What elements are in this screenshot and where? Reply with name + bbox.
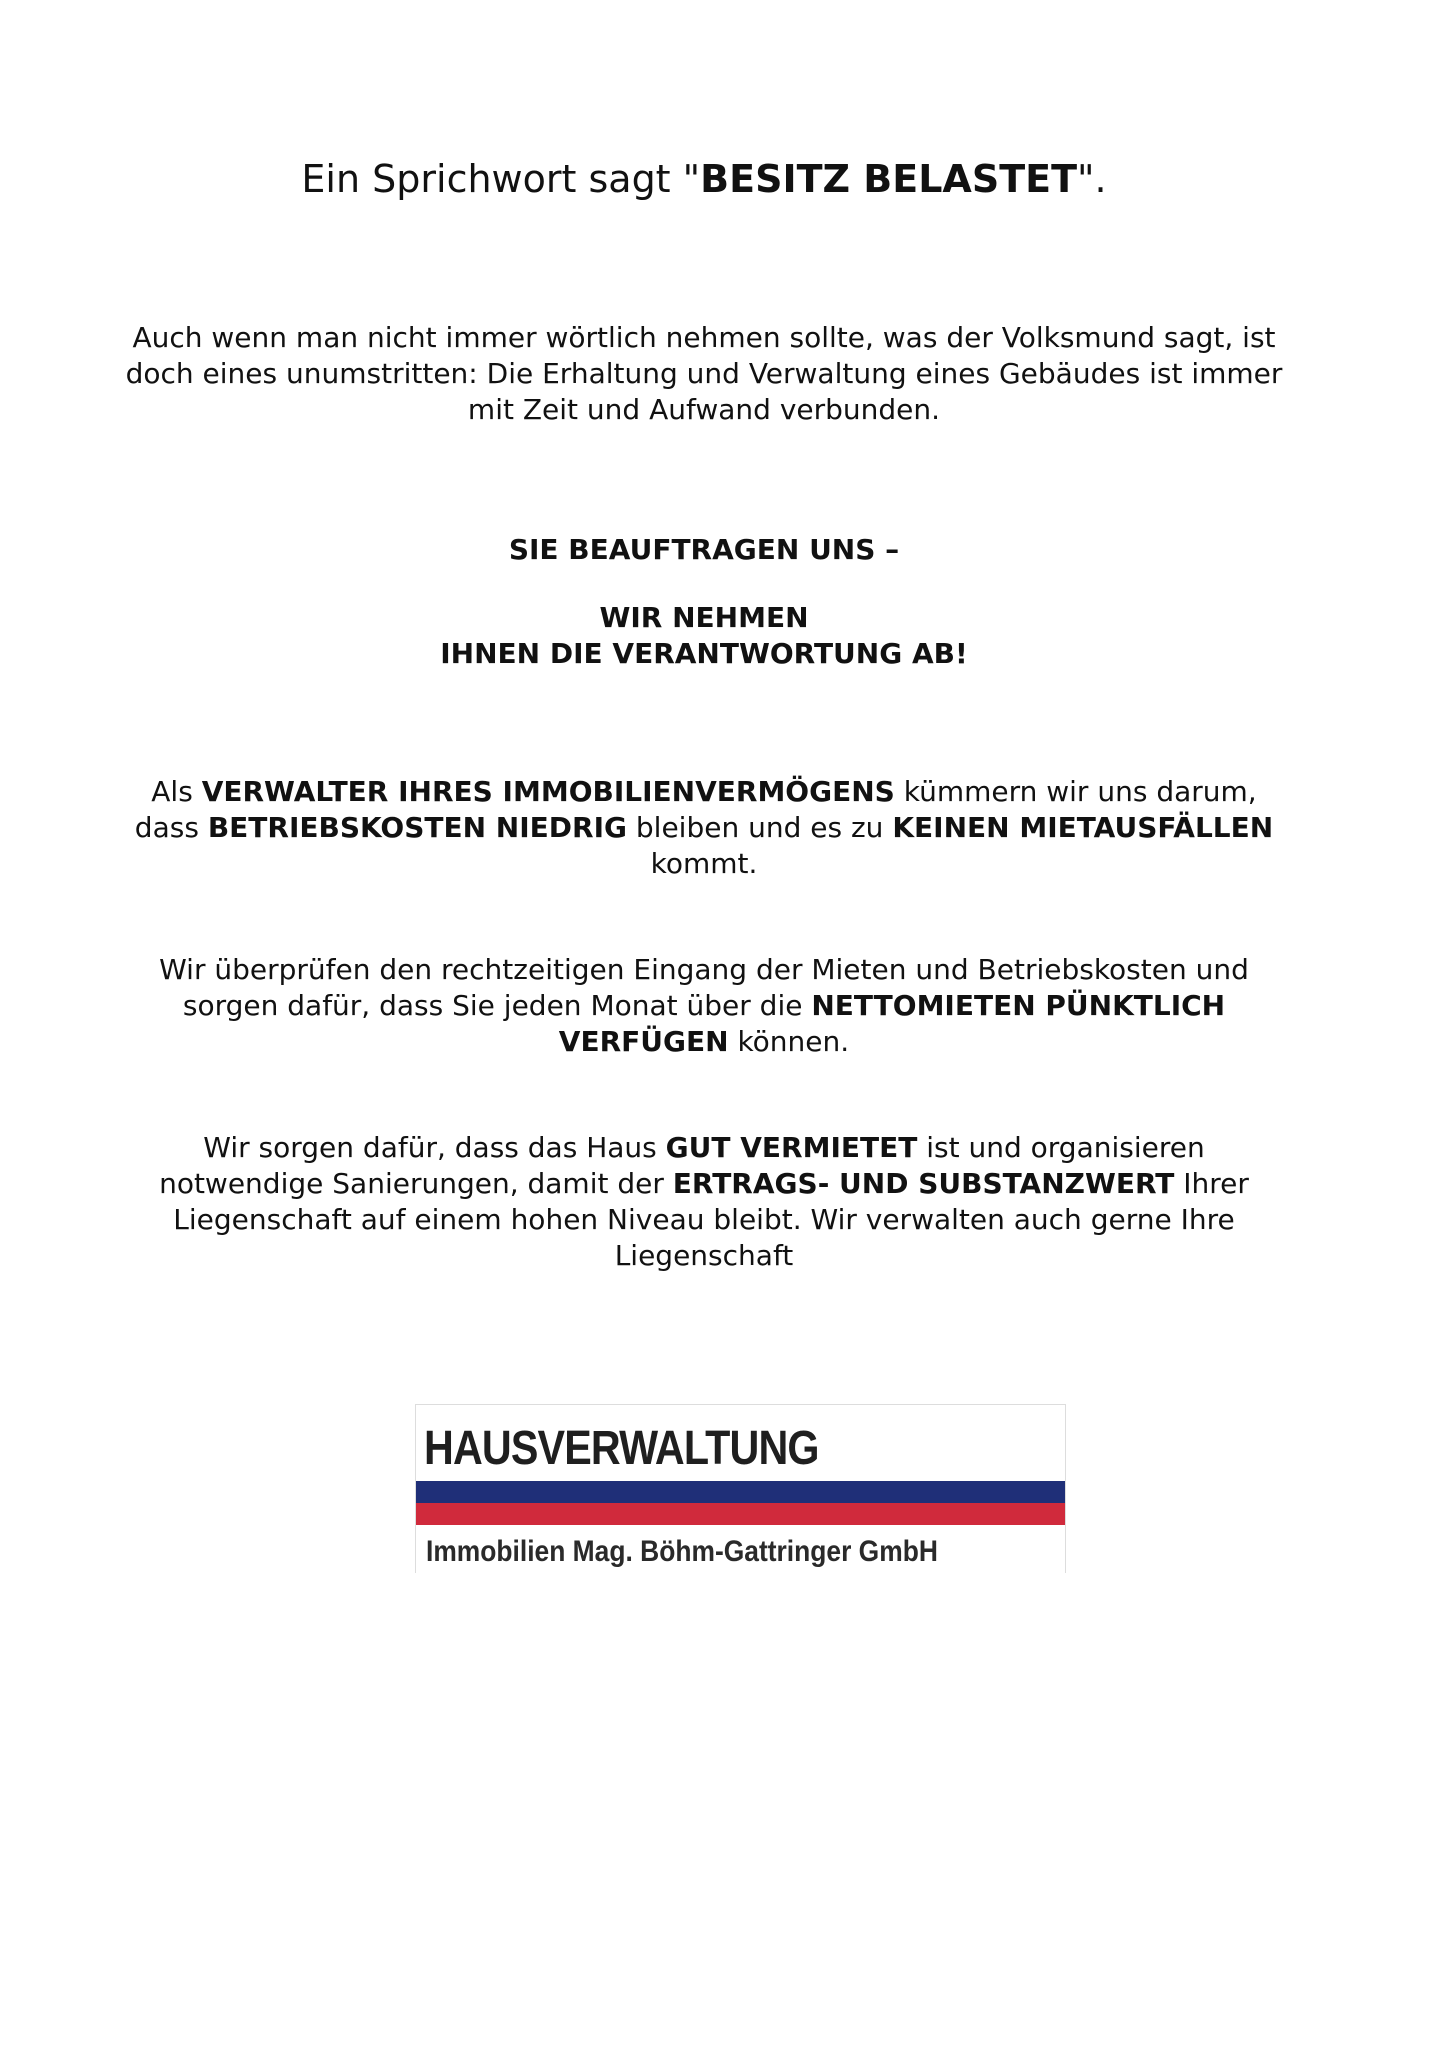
text-run: ist und organisieren [917, 1131, 1205, 1164]
text-run: sorgen dafür, dass Sie jeden Monat über die [182, 989, 812, 1022]
haus-line-3: Liegenschaft auf einem hohen Niveau bleibt. Wir verwalten auch gerne Ihre [173, 1203, 1235, 1236]
mieten-line-2 [80, 988, 1328, 1024]
text-run: können. [728, 1025, 850, 1058]
emphasis-run: GUT VERMIETET [665, 1131, 918, 1164]
logo-stripe-blue [416, 1481, 1065, 1503]
slogan-line-2: WIR NEHMEN [599, 601, 809, 634]
intro-line-2: doch eines unumstritten: Die Erhaltung und Verwaltung eines Gebäudes ist immer [125, 357, 1283, 390]
verwalter-line-3: kommt. [650, 847, 758, 880]
emphasis-run: NETTOMIETEN PÜNKTLICH [811, 989, 1226, 1022]
emphasis-run: BETRIEBSKOSTEN NIEDRIG [207, 811, 627, 844]
slogan-line-3: IHNEN DIE VERANTWORTUNG AB! [440, 637, 968, 670]
emphasis-run: KEINEN MIETAUSFÄLLEN [892, 811, 1274, 844]
logo-stripe-red [416, 1503, 1065, 1525]
title-emphasis: BESITZ BELASTET [700, 157, 1078, 201]
text-run: Wir sorgen dafür, dass das Haus [203, 1131, 666, 1164]
text-run: kümmern wir uns darum, [894, 775, 1257, 808]
emphasis-run: VERWALTER IHRES IMMOBILIENVERMÖGENS [201, 775, 895, 808]
haus-line-1 [80, 1130, 1328, 1166]
mieten-line-3 [80, 1024, 1328, 1060]
text-run: Ihrer [1174, 1167, 1249, 1200]
haus-line-4: Liegenschaft [614, 1239, 794, 1272]
haus-line-2 [80, 1166, 1328, 1202]
page-title [80, 155, 1328, 203]
text-run: dass [134, 811, 208, 844]
logo-title: HAUSVERWALTUNG [424, 1422, 819, 1475]
text-run: notwendige Sanierungen, damit der [159, 1167, 673, 1200]
text-run: bleiben und es zu [627, 811, 893, 844]
emphasis-run: VERFÜGEN [558, 1025, 729, 1058]
slogan-heading [80, 532, 1328, 568]
intro-line-3: mit Zeit und Aufwand verbunden. [467, 393, 941, 426]
slogan-line-1: SIE BEAUFTRAGEN UNS – [508, 533, 900, 566]
slogan-statement [80, 600, 1328, 672]
title-suffix: ". [1077, 157, 1107, 201]
verwalter-paragraph [80, 774, 1328, 882]
intro-line-1: Auch wenn man nicht immer wörtlich nehmen sollte, was der Volksmund sagt, ist [132, 321, 1276, 354]
text-run: Als [151, 775, 202, 808]
verwalter-line-2 [80, 810, 1328, 846]
mieten-paragraph [80, 952, 1328, 1060]
company-logo [415, 1404, 1066, 1573]
title-prefix: Ein Sprichwort sagt " [301, 157, 701, 201]
emphasis-run: ERTRAGS- UND SUBSTANZWERT [672, 1167, 1175, 1200]
mieten-line-1: Wir überprüfen den rechtzeitigen Eingang der Mieten und Betriebskosten und [159, 953, 1249, 986]
intro-paragraph [80, 320, 1328, 428]
verwalter-line-1 [80, 774, 1328, 810]
logo-subtitle: Immobilien Mag. Böhm-Gattringer GmbH [426, 1535, 938, 1568]
haus-paragraph [80, 1130, 1328, 1274]
